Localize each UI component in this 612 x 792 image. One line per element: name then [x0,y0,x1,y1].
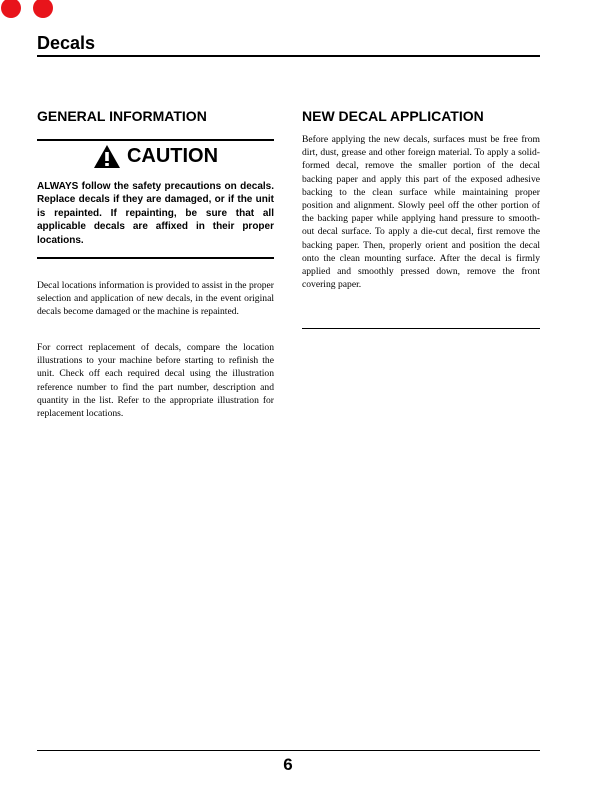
page-title: Decals [37,33,96,53]
caution-bottom-divider [37,257,274,259]
title-divider [37,55,540,57]
caution-message: ALWAYS follow the safety precautions on decals. Replace decals if they are damaged, or if the unit is repainted. If repainting, be sure that all applicable decals are affixed in their proper locations. [37,181,274,246]
red-dot-marker-2 [33,0,53,18]
decal-info-paragraph: Decal locations information is provided to assist in the proper selection and application of new decals, in the event original decals become damaged or the machine is repainted. [37,280,274,318]
replacement-instructions-paragraph: For correct replacement of decals, compare the location illustrations to your machine before starting to refinish the unit. Check off each required decal using the illustration reference number to find the part number, description and quantity in the list. Refer to the appropriate illustration for replacement locations. [37,342,274,420]
red-dot-marker-1 [1,0,21,18]
caution-label: CAUTION [126,145,219,167]
application-instructions-paragraph: Before applying the new decals, surfaces must be free from dirt, dust, grease and other foreign material. To apply a solid-formed decal, remove the smaller portion of the decal backing paper and apply this part of the exposed adhesive backing to the clean surface while maintaining proper position and alignment. Slowly peel off the other portion of the backing paper while applying hand pressure to smooth-out decal surface. To apply a die-cut decal, first remove the backing paper. Then, properly orient and position the decal onto the clean mounting surface. After the decal is firmly applied and smoothly pressed down, remove the front covering paper. [302,134,540,291]
warning-triangle-icon [93,144,121,169]
page-number: 6 [283,755,293,774]
caution-banner [37,144,274,174]
footer-divider [37,750,540,751]
caution-top-divider [37,139,274,141]
general-information-heading: GENERAL INFORMATION [37,108,207,124]
right-column-divider [302,328,540,329]
new-decal-application-heading: NEW DECAL APPLICATION [302,108,484,124]
